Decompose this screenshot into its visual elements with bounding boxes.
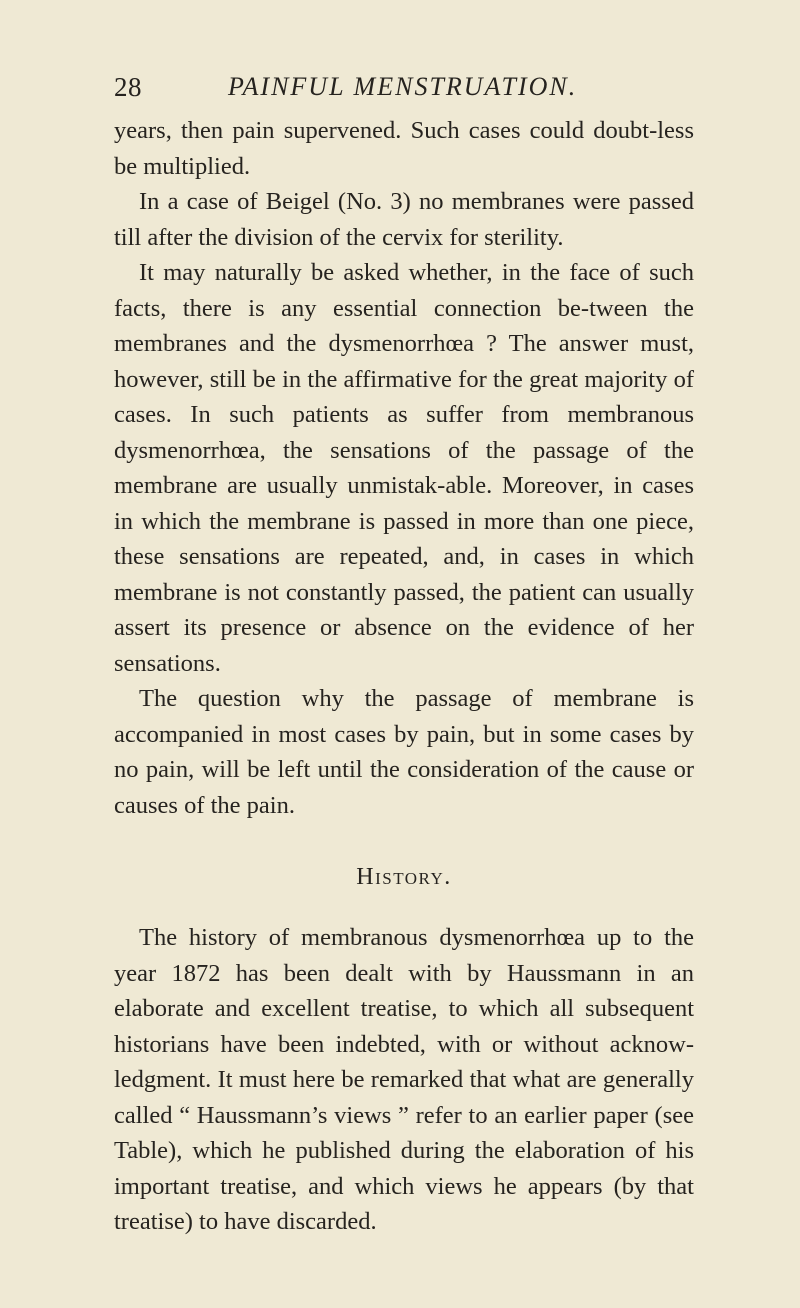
- running-title: PAINFUL MENSTRUATION.: [228, 72, 578, 101]
- paragraph: The question why the passage of membrane is accompanied in most cases by pain, but in some cases by no pain, will be left until the consideration of the cause or causes of the pain.: [114, 685, 694, 819]
- section-heading: History.: [356, 864, 452, 890]
- paragraph: The history of membranous dysmenorrhœa up to the year 1872 has been dealt with by Haussmann in an elaborate and excellent treatise, to which all subsequent historians have been indebted, with or without acknow-ledgment. It must here be remarked that what are generally called “ Haussmann’s views ” refer to an earlier paper (see Table), which he published during the elaboration of his important treatise, and which views he appears (by that treatise) to have discarded.: [114, 924, 694, 1235]
- section-body-text: [114, 920, 694, 1240]
- body-text: [114, 113, 694, 823]
- page-header: [114, 72, 694, 112]
- paragraph: In a case of Beigel (No. 3) no membranes were passed till after the division of the cervix for sterility.: [114, 188, 694, 251]
- page-number: 28: [114, 72, 142, 102]
- paragraph: years, then pain supervened. Such cases could doubt-less be multiplied.: [114, 117, 694, 180]
- paragraph: It may naturally be asked whether, in the face of such facts, there is any essential connection be-tween the membranes and the dysmenorrhœa ? The answer must, however, still be in the affirmative for the great majority of cases. In such patients as suffer from membranous dysmenorrhœa, the sensations of the passage of the membrane are usually unmistak-able. Moreover, in cases in which the membrane is passed in more than one piece, these sensations are repeated, and, in cases in which membrane is not constantly passed, the patient can usually assert its presence or absence on the evidence of her sensations.: [114, 259, 694, 677]
